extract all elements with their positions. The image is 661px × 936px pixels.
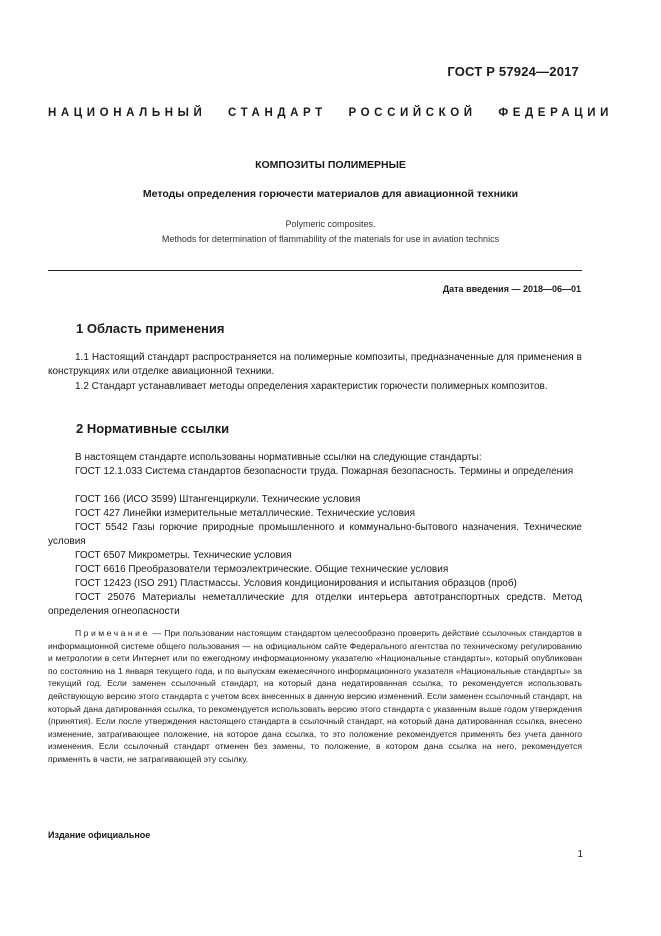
reference-item [48, 563, 582, 577]
reference-item [48, 493, 582, 507]
reference-item [48, 577, 582, 591]
reference-item [48, 521, 582, 549]
reference-item [48, 507, 582, 521]
paragraph [48, 451, 582, 465]
reference-text: ГОСТ 5542 Газы горючие природные промышленного и коммунально-бытового назначения. Технические условия [48, 522, 582, 547]
paragraph-text: 1.2 Стандарт устанавливает методы определения характеристик горючести полимерных композитов. [75, 381, 548, 392]
national-standard-word: ФЕДЕРАЦИИ [498, 107, 613, 119]
national-standard-header [48, 107, 613, 119]
note-label: Примечание [75, 628, 150, 638]
paragraph [48, 351, 582, 379]
reference-text: ГОСТ 427 Линейки измерительные металлические. Технические условия [75, 508, 415, 519]
national-standard-word: СТАНДАРТ [228, 107, 327, 119]
reference-text: ГОСТ 25076 Материалы неметаллические для отделки интерьера автотранспортных средств. Метод определения огнеопасности [48, 592, 582, 617]
reference-text: ГОСТ 166 (ИСО 3599) Штангенциркули. Технические условия [75, 494, 361, 505]
paragraph-text: В настоящем стандарте использованы нормативные ссылки на следующие стандарты: [75, 452, 482, 463]
reference-item [48, 465, 582, 479]
page-number: 1 [577, 849, 583, 860]
note-block [48, 627, 582, 766]
section-heading: 2 Нормативные ссылки [76, 421, 230, 436]
header-divider [48, 270, 582, 271]
national-standard-word: РОССИЙСКОЙ [348, 107, 477, 119]
paragraph [48, 380, 582, 394]
reference-text: ГОСТ 12423 (ISO 291) Пластмассы. Условия кондиционирования и испытания образцов (проб) [75, 578, 517, 589]
reference-text: ГОСТ 12.1.033 Система стандартов безопасности труда. Пожарная безопасность. Термины и определения [75, 466, 574, 477]
document-title: КОМПОЗИТЫ ПОЛИМЕРНЫЕ [255, 159, 406, 171]
reference-text: ГОСТ 6616 Преобразователи термоэлектрические. Общие технические условия [75, 564, 449, 575]
official-edition-label: Издание официальное [48, 830, 151, 840]
reference-item [48, 591, 582, 619]
reference-item [48, 549, 582, 563]
english-title [0, 217, 661, 247]
note-text: — При пользовании настоящим стандартом целесообразно проверить действие ссылочных стандартов в информационной системе общего пользования — на официальном сайте Федерального агентства по техническому регулированию и метрологии в сети Интернет или по ежегодному информационному указателю «Национальные стандарты», который опубликован по состоянию на 1 января текущего года, и по выпускам ежемесячного информационного указателя «Национальные стандарты» за текущий год. Если заменен ссылочный стандарт, на который дана недатированная ссылка, то рекомендуется использовать действующую версию этого стандарта с учетом всех внесенных в данную версию изменений. Если заменен ссылочный стандарт, на который дана датированная ссылка, то рекомендуется использовать версию этого стандарта с указанным выше годом утверждения (принятия). Если после утверждения настоящего стандарта в ссылочный стандарт, на который дана датированная ссылка, внесено изменение, затрагивающее положение, на которое дана ссылка, то это положение рекомендуется применять без учета данного изменения. Если ссылочный стандарт отменен без замены, то положение, в котором дана ссылка на него, рекомендуется применять в части, не затрагивающей эту ссылку. [48, 628, 582, 764]
english-title-line: Methods for determination of flammability of the materials for use in aviation technics [161, 234, 500, 244]
english-title-line: Polymeric composites. [285, 219, 376, 229]
national-standard-word: НАЦИОНАЛЬНЫЙ [48, 107, 207, 119]
document-code: ГОСТ Р 57924—2017 [447, 64, 579, 79]
section-heading: 1 Область применения [76, 321, 225, 336]
introduction-date: Дата введения — 2018—06—01 [442, 284, 581, 294]
paragraph-text: 1.1 Настоящий стандарт распространяется на полимерные композиты, предназначенные для применения в конструкциях или отделке авиационной техники. [48, 352, 582, 377]
reference-text: ГОСТ 6507 Микрометры. Технические условия [75, 550, 292, 561]
document-subtitle: Методы определения горючести материалов для авиационной техники [142, 188, 519, 200]
